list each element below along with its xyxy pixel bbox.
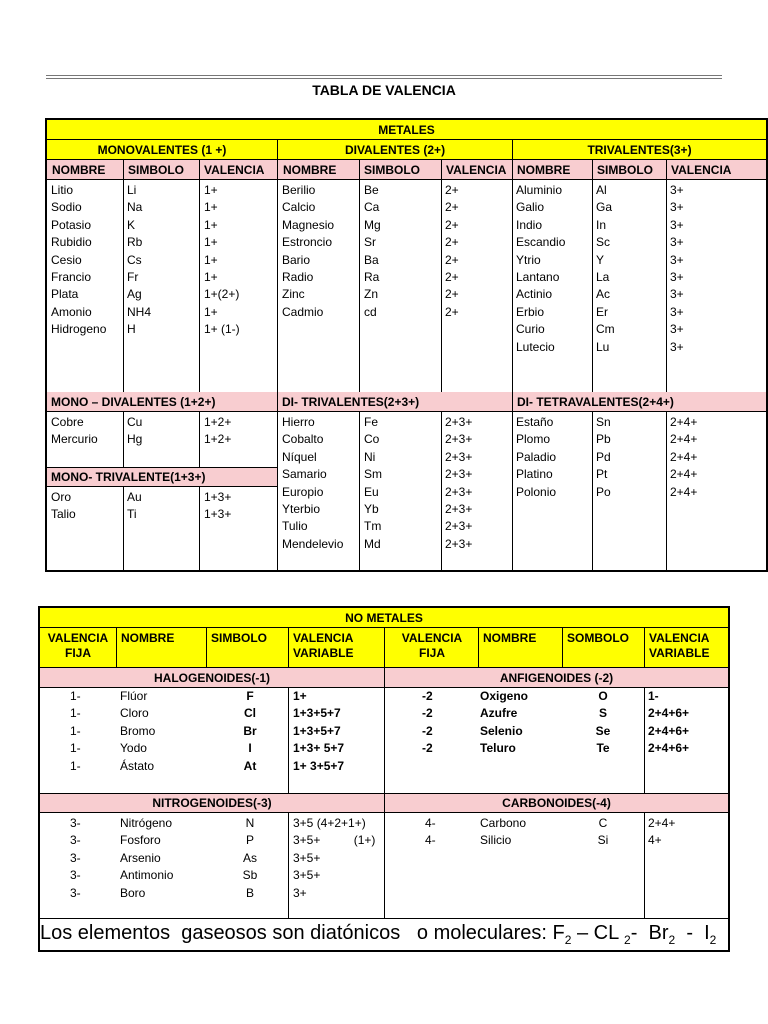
anfigenoides-fija: -2 -2 -2 -2 (422, 689, 433, 756)
di-tetravalentes-nombres: Estaño Plomo Paladio Platino Polonio (516, 415, 557, 499)
nm-col-variable-right: VALENCIA VARIABLE (649, 631, 710, 660)
col-nombre-3: NOMBRE (517, 163, 571, 177)
group-mono-trivalente: MONO- TRIVALENTE(1+3+) (47, 468, 277, 487)
mono-trivalente-simbolos: Au Ti (127, 490, 142, 522)
nm-col-fija-right: VALENCIA FIJA (401, 631, 463, 660)
group-halogenoides: HALOGENOIDES(-1) (40, 668, 384, 688)
halogenoides-simbolos: F Cl Br I At (243, 689, 257, 773)
nm-col-simbolo-left: SIMBOLO (211, 631, 267, 645)
group-di-trivalentes: DI- TRIVALENTES(2+3+) (278, 392, 512, 412)
halogenoides-variable: 1+ 1+3+5+7 1+3+5+7 1+3+ 5+7 1+ 3+5+7 (293, 689, 345, 773)
group-trivalentes: TRIVALENTES(3+) (513, 140, 766, 160)
di-trivalentes-simbolos: Fe Co Ni Sm Eu Yb Tm Md (364, 415, 382, 551)
nm-col-simbolo-right: SOMBOLO (567, 631, 629, 645)
col-valencia-1: VALENCIA (204, 163, 265, 177)
monovalentes-simbolos: Li Na K Rb Cs Fr Ag NH4 H (127, 183, 152, 337)
top-rule-2 (46, 78, 722, 79)
divider (592, 160, 593, 392)
group-mono-divalentes: MONO – DIVALENTES (1+2+) (47, 392, 277, 412)
nm-col-nombre-left: NOMBRE (121, 631, 175, 645)
col-nombre-2: NOMBRE (283, 163, 337, 177)
divider (123, 160, 124, 392)
carbonoides-fija: 4- 4- (425, 816, 436, 848)
divider (441, 160, 442, 392)
divider (277, 140, 278, 570)
divider (116, 628, 117, 668)
divalentes-simbolos: Be Ca Mg Sr Ba Ra Zn cd (364, 183, 381, 319)
mono-trivalente-valencias: 1+3+ 1+3+ (204, 490, 232, 522)
anfigenoides-simbolos: O S Se Te (595, 689, 611, 756)
group-di-tetravalentes: DI- TETRAVALENTES(2+4+) (513, 392, 766, 412)
trivalentes-nombres: Aluminio Galio Indio Escandio Ytrio Lantano Actinio Erbio Curio Lutecio (516, 183, 566, 354)
group-nitrogenoides: NITROGENOIDES(-3) (40, 794, 384, 813)
no-metales-header: NO METALES (40, 608, 728, 628)
di-tetravalentes-simbolos: Sn Pb Pd Pt Po (596, 415, 611, 499)
divider (512, 140, 513, 570)
divider (288, 688, 289, 793)
mono-divalentes-nombres: Cobre Mercurio (51, 415, 98, 447)
divalentes-valencias: 2+ 2+ 2+ 2+ 2+ 2+ 2+ 2+ (445, 183, 459, 319)
mono-trivalente-nombres: Oro Talio (51, 490, 76, 522)
divider (199, 160, 200, 392)
mono-divalentes-simbolos: Cu Hg (127, 415, 143, 447)
divider (644, 813, 645, 918)
mono-divalentes-valencias: 1+2+ 1+2+ (204, 415, 232, 447)
anfigenoides-nombres: Oxigeno Azufre Selenio Teluro (480, 689, 529, 756)
divider (288, 813, 289, 918)
nm-col-nombre-right: NOMBRE (483, 631, 537, 645)
divider (123, 487, 124, 570)
divider (123, 412, 124, 467)
divider (592, 412, 593, 570)
carbonoides-variable: 2+4+ 4+ (648, 816, 676, 848)
divider (199, 487, 200, 570)
group-carbonoides: CARBONOIDES(-4) (385, 794, 728, 813)
nitrogenoides-fija: 3- 3- 3- 3- 3- (70, 816, 81, 900)
di-trivalentes-nombres: Hierro Cobalto Níquel Samario Europio Yterbio Tulio Mendelevio (282, 415, 344, 551)
divider (562, 628, 563, 668)
divider (199, 412, 200, 467)
metales-table (45, 118, 768, 572)
di-trivalentes-valencias: 2+3+ 2+3+ 2+3+ 2+3+ 2+3+ 2+3+ 2+3+ 2+3+ (445, 415, 473, 551)
divider (441, 412, 442, 570)
divider (359, 412, 360, 570)
top-rule (46, 75, 722, 76)
col-simbolo-2: SIMBOLO (364, 163, 420, 177)
divider (644, 628, 645, 668)
no-metales-table (38, 606, 730, 952)
divider (288, 628, 289, 668)
divider (478, 628, 479, 668)
col-simbolo-1: SIMBOLO (128, 163, 184, 177)
nitrogenoides-variable: 3+5 (4+2+1+) 3+5+ (1+) 3+5+ 3+5+ 3+ (293, 816, 376, 900)
col-simbolo-3: SIMBOLO (597, 163, 653, 177)
metales-header: METALES (47, 120, 766, 140)
anfigenoides-variable: 1- 2+4+6+ 2+4+6+ 2+4+6+ (648, 689, 690, 756)
diatomic-note: Los elementos gaseosos son diatónicos o moleculares: $F_2$ – CL $_2$- $Br_2 - I_2$ (40, 922, 717, 947)
nitrogenoides-simbolos: N P As Sb B (242, 816, 258, 900)
page-title: TABLA DE VALENCIA (312, 82, 456, 98)
trivalentes-valencias: 3+ 3+ 3+ 3+ 3+ 3+ 3+ 3+ 3+ 3+ (670, 183, 684, 354)
group-divalentes: DIVALENTES (2+) (278, 140, 512, 160)
di-tetravalentes-valencias: 2+4+ 2+4+ 2+4+ 2+4+ 2+4+ (670, 415, 698, 499)
divider (666, 160, 667, 392)
monovalentes-valencias: 1+ 1+ 1+ 1+ 1+ 1+ 1+(2+) 1+ 1+ (1-) (204, 183, 240, 337)
carbonoides-simbolos: C Si (597, 816, 609, 848)
divider (666, 412, 667, 570)
nitrogenoides-nombres: Nitrógeno Fosforo Arsenio Antimonio Boro (120, 816, 174, 900)
nm-col-variable-left: VALENCIA VARIABLE (293, 631, 354, 660)
nm-col-fija-left: VALENCIA FIJA (47, 631, 109, 660)
col-valencia-2: VALENCIA (446, 163, 507, 177)
trivalentes-simbolos: Al Ga In Sc Y La Ac Er Cm Lu (596, 183, 615, 354)
carbonoides-nombres: Carbono Silicio (480, 816, 527, 848)
divider (40, 918, 728, 919)
divider (359, 160, 360, 392)
halogenoides-nombres: Flúor Cloro Bromo Yodo Ástato (120, 689, 156, 773)
halogenoides-fija: 1- 1- 1- 1- 1- (70, 689, 81, 773)
divider (206, 628, 207, 668)
divalentes-nombres: Berilio Calcio Magnesio Estroncio Bario Radio Zinc Cadmio (282, 183, 335, 319)
monovalentes-nombres: Litio Sodio Potasio Rubidio Cesio Francio Plata Amonio Hidrogeno (51, 183, 107, 337)
group-monovalentes: MONOVALENTES (1 +) (47, 140, 277, 160)
col-nombre-1: NOMBRE (52, 163, 106, 177)
col-valencia-3: VALENCIA (671, 163, 732, 177)
group-anfigenoides: ANFIGENOIDES (-2) (385, 668, 728, 688)
divider (644, 688, 645, 793)
